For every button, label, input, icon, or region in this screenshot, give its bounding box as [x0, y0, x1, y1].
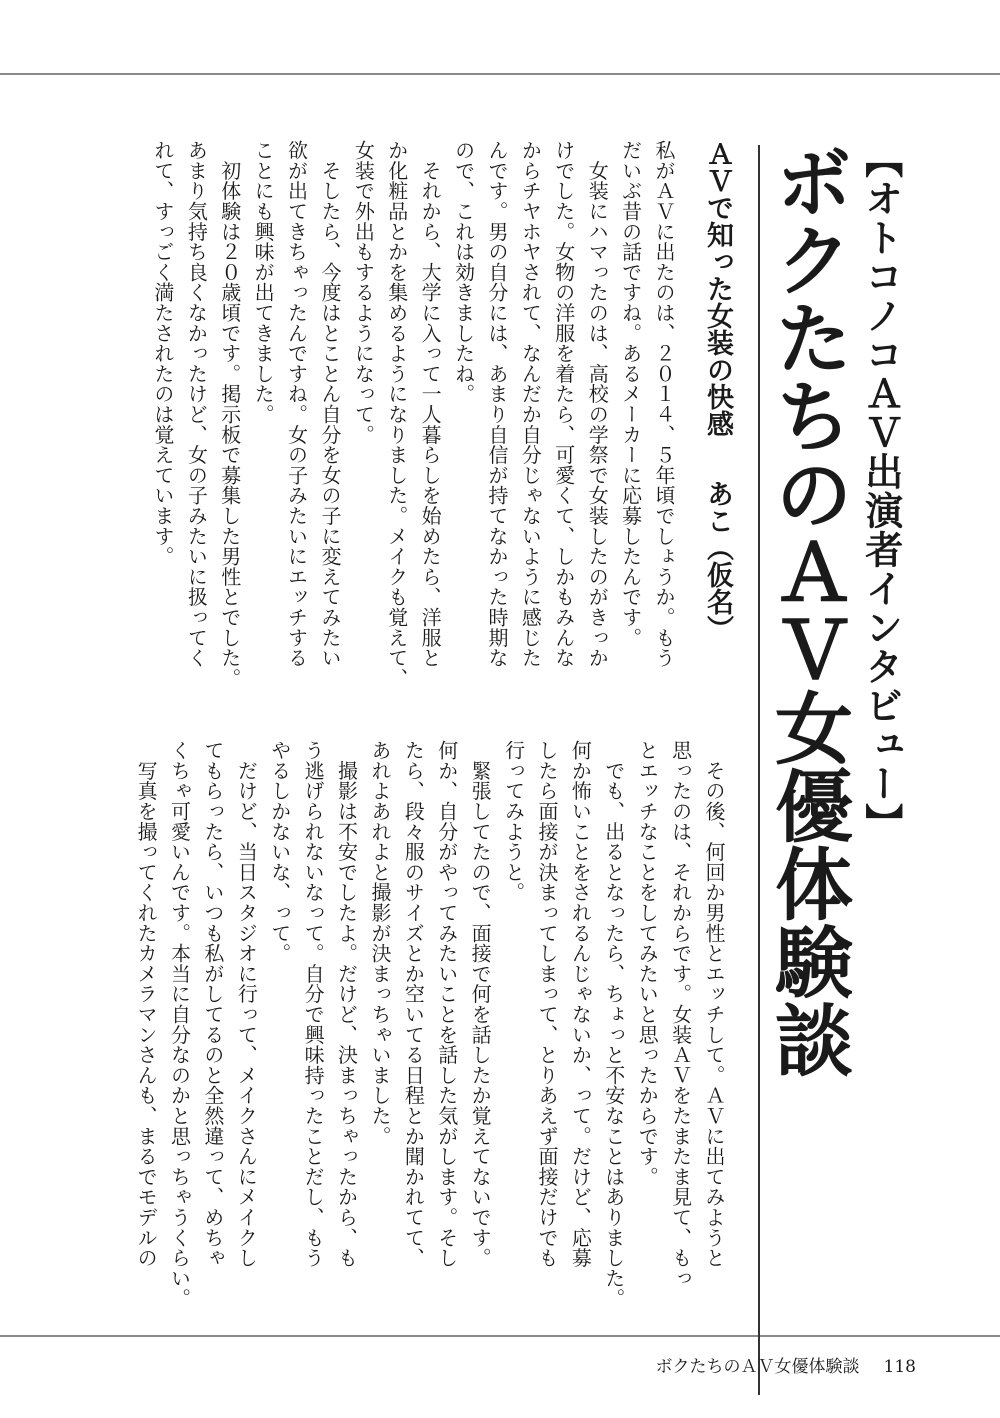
bottom-rule: [0, 1335, 1000, 1337]
title-divider: [758, 145, 760, 1395]
author-name: あこ（仮名）: [702, 480, 733, 642]
article-subtitle: ＡＶで知った女装の快感: [702, 140, 733, 437]
series-heading: 【オトコノコＡＶ出演者インタビュー】: [858, 140, 904, 842]
top-rule: [0, 73, 1000, 75]
article-body-lower: その後、何回か男性とエッチして。ＡＶに出てみようと 思ったのは、それからです。女装ＡＶをたまたま見て、もっ とエッチなことをしてみたいと思ったからです。 でも、出るとなったら、ちょっと不安なことはありました。 何か怖いことをされるんじゃないか、って。だけど、応募 したら面接が決まってしまって、とりあえず面接だけでも 行ってみようと。 緊張してたので、面接で何を話したか覚えてないです。 何か、自分がやってみたいことを話した気がします。そし たら、段々服のサイズとか空いてる日程とか聞かれてて、 あれよあれよと撮影が決まっちゃいました。 撮影は不安でしたよ。だけど、決まっちゃったから、も う逃げられないなって。自分で興味持ったことだし、もう やるしかないな、って。 だけど、当日スタジオに行って、メイクさんにメイクし てもらったら、いつも私がしてるのと全然違って、めちゃ くちゃ可愛いんです。本当に自分なのかと思っちゃうくらい。 写真を撮ってくれたカメラマンさんも、まるでモデルの: [134, 740, 726, 1309]
article-body-upper: 私がＡＶに出たのは、２０１４、５年頃でしょうか。もう だいぶ昔の話ですね。あるメーカーに応募したんです。 女装にハマったのは、高校の学祭で女装したのがきっか けでした。女物の洋服を着たら、可愛くて、しかもみんな からチヤホヤされて、なんだか自分じゃないように感じた んです。男の自分には、あまり自信が持てなかった時期な ので、これは効きましたね。 それから、大学に入って一人暮らしを始めたら、洋服と か化粧品とかを集めるようになりました。メイクも覚えて、 女装で外出もするようになって。 そしたら、今度はとことん自分を女の子に変えてみたい 欲が出てきちゃったんですね。女の子みたいにエッチする ことにも興味が出てきました。 初体験は２０歳頃です。掲示板で募集した男性とでした。 あまり気持ち良くなかったけど、女の子みたいに扱ってく れて、すっごく満たされたのは覚えています。: [150, 140, 676, 689]
article-title: ボクたちのＡＶ女優体験談: [762, 142, 853, 1078]
running-title: ボクたちのＡＶ女優体験談: [655, 1357, 860, 1377]
page-footer: [656, 1352, 916, 1377]
page-number: 118: [883, 1357, 916, 1377]
